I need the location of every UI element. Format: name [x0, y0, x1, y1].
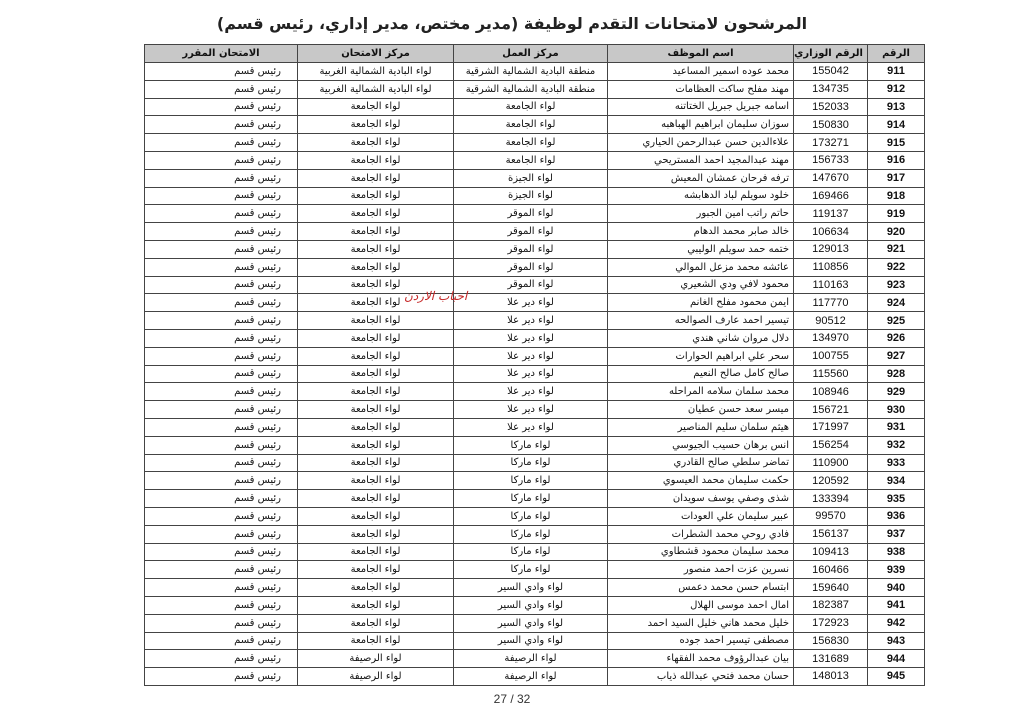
cell-number: 935 [868, 490, 925, 508]
cell-exam: رئيس قسم [145, 472, 298, 490]
cell-ministry-id: 117770 [794, 294, 868, 312]
cell-work-center: لواء الموقر [454, 258, 608, 276]
cell-number: 937 [868, 525, 925, 543]
cell-work-center: لواء وادي السير [454, 579, 608, 597]
cell-work-center: لواء الجامعة [454, 98, 608, 116]
cell-exam-center: لواء الجامعة [298, 258, 454, 276]
cell-exam: رئيس قسم [145, 223, 298, 241]
cell-exam: رئيس قسم [145, 650, 298, 668]
table-row [145, 312, 925, 330]
cell-number: 921 [868, 240, 925, 258]
cell-exam: رئيس قسم [145, 668, 298, 686]
cell-exam: رئيس قسم [145, 294, 298, 312]
cell-employee-name: ترفه فرحان عمشان المعيش [608, 169, 794, 187]
cell-ministry-id: 172923 [794, 614, 868, 632]
cell-exam-center: لواء الجامعة [298, 116, 454, 134]
cell-work-center: لواء الجامعة [454, 134, 608, 152]
cell-exam-center: لواء الجامعة [298, 525, 454, 543]
cell-exam: رئيس قسم [145, 436, 298, 454]
cell-work-center: لواء الرصيفة [454, 650, 608, 668]
table-body [145, 63, 925, 686]
cell-employee-name: شذى وصفي يوسف سويدان [608, 490, 794, 508]
cell-exam-center: لواء الرصيفة [298, 668, 454, 686]
header-exam-center: مركز الامتحان [298, 45, 454, 63]
header-exam: الامتحان المقرر [145, 45, 298, 63]
cell-work-center: لواء ماركا [454, 543, 608, 561]
cell-ministry-id: 150830 [794, 116, 868, 134]
cell-ministry-id: 110163 [794, 276, 868, 294]
cell-work-center: لواء دير علا [454, 418, 608, 436]
cell-ministry-id: 110900 [794, 454, 868, 472]
cell-exam-center: لواء الجامعة [298, 187, 454, 205]
cell-exam-center: لواء الجامعة [298, 632, 454, 650]
table-header-row [145, 45, 925, 63]
cell-exam-center: لواء الجامعة [298, 169, 454, 187]
cell-work-center: لواء دير علا [454, 294, 608, 312]
cell-exam: رئيس قسم [145, 187, 298, 205]
cell-exam: رئيس قسم [145, 98, 298, 116]
cell-number: 929 [868, 383, 925, 401]
cell-number: 944 [868, 650, 925, 668]
cell-exam: رئيس قسم [145, 258, 298, 276]
cell-number: 932 [868, 436, 925, 454]
table-row [145, 650, 925, 668]
cell-work-center: لواء ماركا [454, 472, 608, 490]
cell-employee-name: عبير سليمان علي العودات [608, 507, 794, 525]
cell-number: 920 [868, 223, 925, 241]
table-row [145, 205, 925, 223]
cell-work-center: لواء دير علا [454, 365, 608, 383]
cell-employee-name: سحر علي ابراهيم الحوارات [608, 347, 794, 365]
cell-exam-center: لواء الجامعة [298, 579, 454, 597]
table-row [145, 151, 925, 169]
table-row [145, 223, 925, 241]
cell-number: 927 [868, 347, 925, 365]
cell-exam-center: لواء الجامعة [298, 347, 454, 365]
cell-work-center: منطقة البادية الشمالية الشرقية [454, 63, 608, 81]
table-row [145, 187, 925, 205]
cell-ministry-id: 115560 [794, 365, 868, 383]
cell-exam: رئيس قسم [145, 579, 298, 597]
cell-ministry-id: 108946 [794, 383, 868, 401]
table-row [145, 543, 925, 561]
cell-exam-center: لواء الجامعة [298, 436, 454, 454]
cell-work-center: لواء الجامعة [454, 151, 608, 169]
cell-work-center: لواء ماركا [454, 454, 608, 472]
table-row [145, 436, 925, 454]
cell-work-center: لواء ماركا [454, 507, 608, 525]
cell-ministry-id: 120592 [794, 472, 868, 490]
cell-work-center: لواء دير علا [454, 347, 608, 365]
cell-number: 913 [868, 98, 925, 116]
table-row [145, 63, 925, 81]
cell-ministry-id: 119137 [794, 205, 868, 223]
cell-exam: رئيس قسم [145, 276, 298, 294]
cell-exam: رئيس قسم [145, 418, 298, 436]
cell-employee-name: محمد سلمان سلامه المراحله [608, 383, 794, 401]
cell-ministry-id: 159640 [794, 579, 868, 597]
cell-employee-name: حسان محمد فتحي عبدالله ذياب [608, 668, 794, 686]
cell-exam-center: لواء الجامعة [298, 543, 454, 561]
cell-work-center: لواء دير علا [454, 401, 608, 419]
cell-employee-name: انس برهان حسيب الجيوسي [608, 436, 794, 454]
cell-ministry-id: 106634 [794, 223, 868, 241]
cell-number: 918 [868, 187, 925, 205]
table-row [145, 347, 925, 365]
table-row [145, 632, 925, 650]
cell-exam-center: لواء الجامعة [298, 223, 454, 241]
cell-employee-name: محمد سليمان محمود قشطاوي [608, 543, 794, 561]
cell-employee-name: ختمه حمد سويلم الوليبي [608, 240, 794, 258]
cell-number: 922 [868, 258, 925, 276]
cell-employee-name: ميسر سعد حسن عطيان [608, 401, 794, 419]
cell-number: 916 [868, 151, 925, 169]
table-row [145, 561, 925, 579]
cell-employee-name: علاءالدين حسن عبدالرحمن الحياري [608, 134, 794, 152]
cell-exam: رئيس قسم [145, 312, 298, 330]
table-row [145, 507, 925, 525]
header-ministry-id: الرقم الوزاري [794, 45, 868, 63]
cell-number: 926 [868, 329, 925, 347]
cell-exam-center: لواء الجامعة [298, 507, 454, 525]
cell-ministry-id: 155042 [794, 63, 868, 81]
cell-employee-name: فادي روحي محمد الشطرات [608, 525, 794, 543]
cell-exam: رئيس قسم [145, 329, 298, 347]
page-title: المرشحون لامتحانات التقدم لوظيفة (مدير مختص، مدير إداري، رئيس قسم) [216, 14, 808, 33]
cell-ministry-id: 147670 [794, 169, 868, 187]
watermark: احباب الاردن [404, 289, 468, 303]
cell-employee-name: محمد عوده اسمير المساعيد [608, 63, 794, 81]
cell-employee-name: محمود لافي ودي الشعيري [608, 276, 794, 294]
header-number: الرقم [868, 45, 925, 63]
cell-work-center: لواء الموقر [454, 276, 608, 294]
cell-ministry-id: 160466 [794, 561, 868, 579]
cell-employee-name: خالد صابر محمد الدهام [608, 223, 794, 241]
cell-work-center: لواء ماركا [454, 490, 608, 508]
cell-employee-name: خليل محمد هاني خليل السيد احمد [608, 614, 794, 632]
cell-number: 939 [868, 561, 925, 579]
cell-ministry-id: 131689 [794, 650, 868, 668]
cell-ministry-id: 129013 [794, 240, 868, 258]
cell-work-center: لواء دير علا [454, 383, 608, 401]
cell-work-center: لواء الموقر [454, 240, 608, 258]
cell-work-center: لواء ماركا [454, 525, 608, 543]
cell-employee-name: هيثم سلمان سليم المناصير [608, 418, 794, 436]
cell-employee-name: نسرين عزت احمد منصور [608, 561, 794, 579]
cell-work-center: لواء الجامعة [454, 116, 608, 134]
cell-employee-name: تيسير احمد عارف الصوالحه [608, 312, 794, 330]
candidates-table [144, 44, 925, 686]
table-row [145, 329, 925, 347]
cell-exam: رئيس قسم [145, 561, 298, 579]
cell-employee-name: حاتم راتب امين الجبور [608, 205, 794, 223]
cell-exam-center: لواء الجامعة [298, 418, 454, 436]
cell-exam: رئيس قسم [145, 383, 298, 401]
cell-number: 924 [868, 294, 925, 312]
cell-ministry-id: 99570 [794, 507, 868, 525]
table-row [145, 579, 925, 597]
cell-work-center: لواء وادي السير [454, 596, 608, 614]
cell-exam-center: لواء الرصيفة [298, 650, 454, 668]
cell-ministry-id: 134970 [794, 329, 868, 347]
cell-exam-center: لواء الجامعة [298, 472, 454, 490]
table-row [145, 294, 925, 312]
cell-exam: رئيس قسم [145, 614, 298, 632]
cell-work-center: لواء ماركا [454, 561, 608, 579]
cell-employee-name: عائشه محمد مزعل الموالي [608, 258, 794, 276]
cell-number: 919 [868, 205, 925, 223]
cell-number: 945 [868, 668, 925, 686]
cell-employee-name: بيان عبدالرؤوف محمد الفقهاء [608, 650, 794, 668]
cell-ministry-id: 134735 [794, 80, 868, 98]
cell-exam-center: لواء الجامعة [298, 365, 454, 383]
cell-number: 938 [868, 543, 925, 561]
cell-ministry-id: 156733 [794, 151, 868, 169]
cell-exam-center: لواء الجامعة [298, 561, 454, 579]
table-row [145, 490, 925, 508]
cell-exam: رئيس قسم [145, 63, 298, 81]
table-row [145, 365, 925, 383]
cell-exam: رئيس قسم [145, 490, 298, 508]
cell-exam: رئيس قسم [145, 347, 298, 365]
cell-exam-center: لواء الجامعة [298, 401, 454, 419]
cell-exam: رئيس قسم [145, 543, 298, 561]
cell-employee-name: ابتسام حسن محمد دعمس [608, 579, 794, 597]
cell-exam: رئيس قسم [145, 169, 298, 187]
table-row [145, 80, 925, 98]
cell-ministry-id: 171997 [794, 418, 868, 436]
cell-number: 930 [868, 401, 925, 419]
cell-number: 917 [868, 169, 925, 187]
cell-employee-name: مصطفى تيسير احمد جوده [608, 632, 794, 650]
table-row [145, 596, 925, 614]
cell-work-center: لواء دير علا [454, 329, 608, 347]
cell-ministry-id: 133394 [794, 490, 868, 508]
cell-exam-center: لواء الجامعة [298, 329, 454, 347]
cell-ministry-id: 156721 [794, 401, 868, 419]
header-work-center: مركز العمل [454, 45, 608, 63]
cell-ministry-id: 156830 [794, 632, 868, 650]
cell-work-center: لواء وادي السير [454, 632, 608, 650]
cell-employee-name: امال احمد موسى الهلال [608, 596, 794, 614]
cell-ministry-id: 152033 [794, 98, 868, 116]
table-row [145, 116, 925, 134]
cell-exam: رئيس قسم [145, 240, 298, 258]
table-row [145, 525, 925, 543]
header-employee-name: اسم الموظف [608, 45, 794, 63]
cell-exam-center: لواء الجامعة [298, 596, 454, 614]
cell-number: 925 [868, 312, 925, 330]
cell-employee-name: مهند عبدالمجيد احمد المستريحي [608, 151, 794, 169]
table-row [145, 258, 925, 276]
cell-exam-center: لواء البادية الشمالية الغربية [298, 80, 454, 98]
cell-exam: رئيس قسم [145, 401, 298, 419]
table-row [145, 276, 925, 294]
cell-ministry-id: 90512 [794, 312, 868, 330]
cell-employee-name: حكمت سليمان محمد العيسوي [608, 472, 794, 490]
cell-exam: رئيس قسم [145, 80, 298, 98]
cell-employee-name: دلال مروان شاني هندي [608, 329, 794, 347]
cell-number: 931 [868, 418, 925, 436]
cell-ministry-id: 173271 [794, 134, 868, 152]
table-row [145, 98, 925, 116]
table-row [145, 169, 925, 187]
cell-number: 923 [868, 276, 925, 294]
cell-number: 914 [868, 116, 925, 134]
cell-work-center: لواء الجيزة [454, 169, 608, 187]
cell-exam-center: لواء الجامعة [298, 151, 454, 169]
cell-exam-center: لواء الجامعة [298, 454, 454, 472]
table-row [145, 614, 925, 632]
cell-ministry-id: 169466 [794, 187, 868, 205]
cell-exam: رئيس قسم [145, 596, 298, 614]
cell-exam-center: لواء الجامعة [298, 294, 454, 312]
cell-ministry-id: 156137 [794, 525, 868, 543]
cell-work-center: لواء دير علا [454, 312, 608, 330]
cell-number: 942 [868, 614, 925, 632]
table-row [145, 383, 925, 401]
cell-employee-name: اسامه جبريل جبريل الختاتنه [608, 98, 794, 116]
table-row [145, 454, 925, 472]
cell-exam-center: لواء الجامعة [298, 614, 454, 632]
cell-exam: رئيس قسم [145, 205, 298, 223]
cell-number: 911 [868, 63, 925, 81]
cell-exam: رئيس قسم [145, 134, 298, 152]
cell-number: 928 [868, 365, 925, 383]
table-row [145, 668, 925, 686]
table-row [145, 240, 925, 258]
cell-ministry-id: 100755 [794, 347, 868, 365]
cell-exam: رئيس قسم [145, 454, 298, 472]
cell-work-center: لواء وادي السير [454, 614, 608, 632]
cell-employee-name: سوزان سليمان ابراهيم الهباهبه [608, 116, 794, 134]
cell-exam: رئيس قسم [145, 151, 298, 169]
table-row [145, 401, 925, 419]
cell-employee-name: خلود سويلم لباد الدهابشه [608, 187, 794, 205]
cell-ministry-id: 156254 [794, 436, 868, 454]
page-number: 27 / 32 [493, 692, 531, 706]
cell-exam-center: لواء الجامعة [298, 134, 454, 152]
cell-work-center: لواء الرصيفة [454, 668, 608, 686]
cell-work-center: لواء الموقر [454, 205, 608, 223]
cell-number: 940 [868, 579, 925, 597]
cell-number: 915 [868, 134, 925, 152]
cell-exam: رئيس قسم [145, 525, 298, 543]
candidates-table-container [144, 44, 924, 686]
cell-ministry-id: 182387 [794, 596, 868, 614]
cell-number: 941 [868, 596, 925, 614]
cell-ministry-id: 110856 [794, 258, 868, 276]
cell-employee-name: صالح كامل صالح النعيم [608, 365, 794, 383]
cell-ministry-id: 109413 [794, 543, 868, 561]
cell-work-center: لواء الموقر [454, 223, 608, 241]
cell-employee-name: ايمن محمود مفلح الغانم [608, 294, 794, 312]
cell-employee-name: مهند مفلح ساكت العظامات [608, 80, 794, 98]
cell-exam-center: لواء الجامعة [298, 205, 454, 223]
cell-number: 934 [868, 472, 925, 490]
cell-exam: رئيس قسم [145, 365, 298, 383]
cell-exam-center: لواء الجامعة [298, 490, 454, 508]
table-row [145, 134, 925, 152]
cell-work-center: لواء ماركا [454, 436, 608, 454]
cell-work-center: لواء الجيزة [454, 187, 608, 205]
cell-number: 933 [868, 454, 925, 472]
cell-exam: رئيس قسم [145, 507, 298, 525]
cell-exam-center: لواء الجامعة [298, 312, 454, 330]
cell-exam-center: لواء الجامعة [298, 383, 454, 401]
cell-exam: رئيس قسم [145, 632, 298, 650]
cell-number: 912 [868, 80, 925, 98]
cell-exam: رئيس قسم [145, 116, 298, 134]
cell-exam-center: لواء الجامعة [298, 276, 454, 294]
cell-exam-center: لواء البادية الشمالية الغربية [298, 63, 454, 81]
cell-number: 943 [868, 632, 925, 650]
table-row [145, 472, 925, 490]
cell-ministry-id: 148013 [794, 668, 868, 686]
cell-exam-center: لواء الجامعة [298, 98, 454, 116]
cell-exam-center: لواء الجامعة [298, 240, 454, 258]
cell-number: 936 [868, 507, 925, 525]
table-row [145, 418, 925, 436]
cell-work-center: منطقة البادية الشمالية الشرقية [454, 80, 608, 98]
cell-employee-name: تماضر سلطي صالح القادري [608, 454, 794, 472]
